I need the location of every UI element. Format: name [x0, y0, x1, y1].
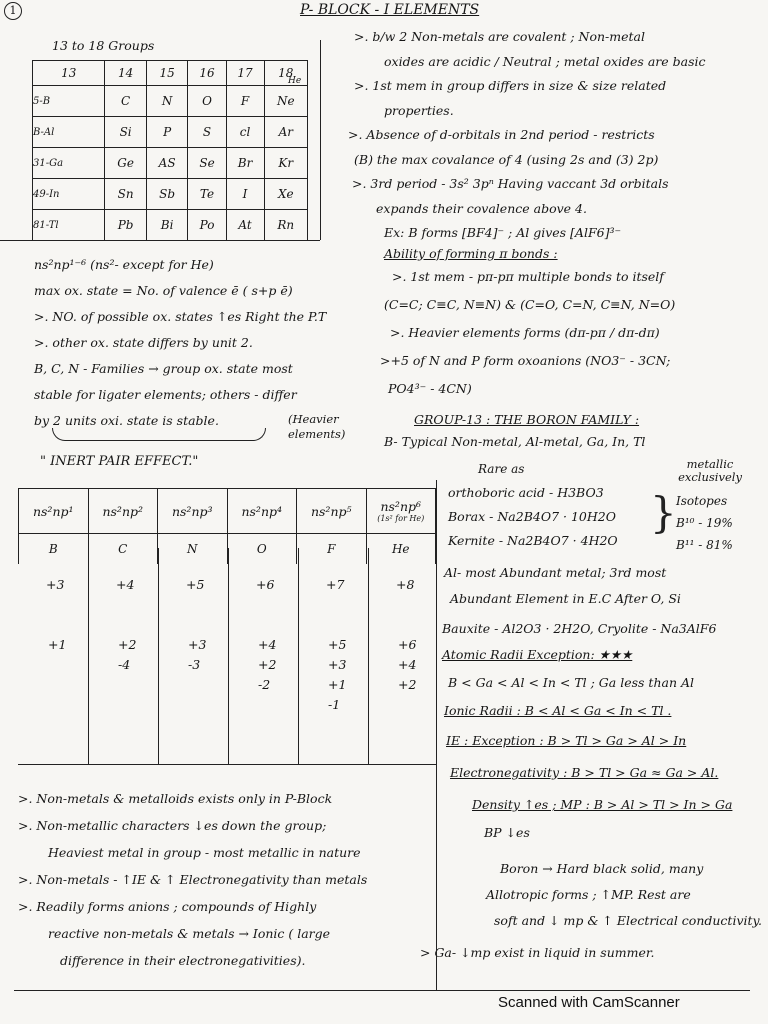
right-column-border: [436, 764, 437, 990]
note-line: properties.: [384, 102, 454, 118]
note-line: Isotopes: [676, 494, 728, 508]
group13-title: GROUP-13 : THE BORON FAMILY :: [414, 412, 640, 427]
group-ox-state: +3: [46, 577, 65, 592]
group-ox-state: +5: [186, 577, 205, 592]
other-ox-state: +4: [398, 657, 417, 672]
group-cell: S: [188, 117, 226, 148]
note-line: Borax - Na2B4O7 · 10H2O: [448, 509, 616, 524]
other-ox-state: +2: [258, 657, 277, 672]
note-line: by 2 units oxi. state is stable.: [34, 413, 219, 428]
note-line: >. Heavier elements forms (dπ-pπ / dπ-dπ): [390, 325, 660, 340]
group13-line: Bauxite - Al2O3 · 2H2O, Cryolite - Na3AlF6: [442, 621, 717, 636]
group-header-cell: 14: [105, 61, 146, 86]
note-line: >. Non-metals & metalloids exists only in P-Block: [18, 791, 333, 806]
note-line: B, C, N - Families → group ox. state most: [34, 361, 293, 376]
other-ox-state: +3: [188, 637, 207, 652]
group13-line: soft and ↓ mp & ↑ Electrical conductivity.: [494, 913, 762, 928]
other-ox-state: -4: [118, 657, 131, 672]
group-cell: Sb: [146, 179, 188, 210]
note-line: (B) the max covalance of 4 (using 2s and (3) 2p): [354, 151, 659, 167]
config-header-cell: ns²np⁵: [297, 489, 367, 534]
group-cell: Kr: [264, 148, 307, 179]
note-line: Kernite - Na2B4O7 · 4H2O: [448, 533, 618, 548]
other-ox-state: +3: [328, 657, 347, 672]
group13-line: Allotropic forms ; ↑MP. Rest are: [486, 887, 691, 902]
group-header-cell: 16: [188, 61, 226, 86]
note-line: Heaviest metal in group - most metallic in nature: [48, 845, 361, 860]
config-header-cell: ns²np²: [88, 489, 158, 534]
pi-bonds-title: Ability of forming π bonds :: [384, 246, 558, 261]
group-cell: Ge: [105, 148, 146, 179]
group-cell: Xe: [264, 179, 307, 210]
groups-caption: 13 to 18 Groups: [52, 38, 155, 53]
note-line: >. 1st mem - pπ-pπ multiple bonds to itself: [392, 269, 664, 284]
config-element-cell: O: [227, 534, 297, 565]
config-element-cell: B: [19, 534, 89, 565]
other-ox-state: +2: [398, 677, 417, 692]
group13-line: B < Ga < Al < In < Tl ; Ga less than Al: [448, 675, 694, 690]
config-col-divider-5: [368, 548, 369, 764]
note-line: B¹¹ - 81%: [676, 538, 733, 552]
group-cell: N: [146, 86, 188, 117]
note-line: Ex: B forms [BF4]⁻ ; Al gives [AlF6]³⁻: [384, 225, 622, 240]
group13-line: Abundant Element in E.C After O, Si: [450, 591, 681, 606]
group-cell: 5-B: [33, 86, 105, 117]
note-line: ns²np¹⁻⁶ (ns²- except for He): [34, 257, 214, 272]
group13-line: > Ga- ↓mp exist in liquid in summer.: [420, 945, 655, 960]
group13-line: BP ↓es: [484, 825, 530, 840]
he-note: He: [288, 76, 302, 86]
other-ox-state: +2: [118, 637, 137, 652]
note-line: B¹⁰ - 19%: [676, 516, 733, 530]
group-cell: AS: [146, 148, 188, 179]
group-cell: Rn: [264, 210, 307, 241]
group-cell: Ne: [264, 86, 307, 117]
page-number: 1: [4, 2, 22, 20]
group-header-cell: 18: [264, 61, 307, 86]
note-line: difference in their electronegativities).: [60, 953, 306, 968]
config-header-cell: [366, 489, 436, 534]
page-bottom-border: [14, 990, 750, 991]
note-line: oxides are acidic / Neutral ; metal oxides are basic: [384, 53, 706, 69]
config-header-cell: ns²np¹: [19, 489, 89, 534]
other-ox-state: -2: [258, 677, 271, 692]
isotope-brace: }: [650, 488, 677, 537]
group-cell: F: [226, 86, 264, 117]
note-line: >. Non-metallic characters ↓es down the group;: [18, 818, 327, 833]
note-line: >. 1st mem in group differs in size & size related: [354, 78, 667, 93]
group13-line: Atomic Radii Exception: ★★★: [442, 647, 633, 662]
inert-pair-brace: [52, 428, 266, 441]
group-ox-state: +4: [116, 577, 135, 592]
left-box-right-border: [320, 40, 321, 240]
group13-line: Density ↑es ; MP : B > Al > Tl > In > Ga: [472, 797, 733, 812]
note-line: >+5 of N and P form oxoanions (NO3⁻ - 3CN;: [380, 353, 671, 368]
config-element-cell: F: [297, 534, 367, 565]
group-header-cell: 17: [226, 61, 264, 86]
note-line: expands their covalence above 4.: [376, 200, 587, 216]
group-cell: Se: [188, 148, 226, 179]
other-ox-state: +1: [48, 637, 67, 652]
config-bottom-border: [18, 764, 436, 765]
group-cell: cl: [226, 117, 264, 148]
note-line: reactive non-metals & metals → Ionic ( large: [48, 926, 331, 941]
group-cell: 49-In: [33, 179, 105, 210]
group13-line: Al- most Abundant metal; 3rd most: [444, 565, 667, 580]
group13-line: Boron → Hard black solid, many: [500, 861, 704, 876]
config-col-divider-2: [158, 548, 159, 764]
note-line: >. other ox. state differs by unit 2.: [34, 335, 253, 350]
other-ox-state: +5: [328, 637, 347, 652]
inert-pair-effect: " INERT PAIR EFFECT.": [40, 454, 199, 469]
config-col-divider-4: [298, 548, 299, 764]
other-ox-state: +1: [328, 677, 347, 692]
rare-as: Rare as: [478, 462, 525, 476]
note-line: (C=C; C≡C, N≡N) & (C=O, C=N, C≡N, N=O): [384, 297, 676, 312]
config-header-cell: ns²np⁴: [227, 489, 297, 534]
group13-line: Ionic Radii : B < Al < Ga < In < Tl .: [444, 703, 672, 718]
group-cell: At: [226, 210, 264, 241]
group-cell: Bi: [146, 210, 188, 241]
scanner-footer: Scanned with CamScanner: [498, 994, 680, 1011]
group-cell: Ar: [264, 117, 307, 148]
group-cell: 81-Tl: [33, 210, 105, 241]
group-cell: Sn: [105, 179, 146, 210]
page-title: P- BLOCK - I ELEMENTS: [300, 2, 480, 18]
config-element-cell: N: [158, 534, 228, 565]
note-line: >. Absence of d-orbitals in 2nd period - restricts: [348, 127, 655, 142]
config-header-main: ns²np⁶: [380, 499, 422, 514]
note-line: >. b/w 2 Non-metals are covalent ; Non-metal: [354, 29, 646, 44]
group-header-cell: 13: [33, 61, 105, 86]
group-cell: Si: [105, 117, 146, 148]
group-cell: B-Al: [33, 117, 105, 148]
group-cell: 31-Ga: [33, 148, 105, 179]
metallic-exclusively: metallic exclusively: [678, 457, 742, 484]
group13-line1: B- Typical Non-metal, Al-metal, Ga, In, Tl: [384, 434, 646, 449]
config-header-cell: ns²np³: [158, 489, 228, 534]
note-line: >. Readily forms anions ; compounds of Highly: [18, 899, 317, 914]
he-config-note: (1s² for He): [377, 514, 425, 523]
note-line: max ox. state = No. of valence ē ( s+p ē): [34, 283, 293, 298]
group-ox-state: +7: [326, 577, 345, 592]
config-element-cell: He: [366, 534, 436, 565]
config-col-divider-1: [88, 548, 89, 764]
group-cell: Br: [226, 148, 264, 179]
groups-table: [32, 60, 308, 241]
group-ox-state: +8: [396, 577, 415, 592]
group-cell: Pb: [105, 210, 146, 241]
config-col-divider-3: [228, 548, 229, 764]
group13-line: IE : Exception : B > Tl > Ga > Al > In: [446, 733, 687, 748]
group-ox-state: +6: [256, 577, 275, 592]
group13-line: Electronegativity : B > Tl > Ga ≈ Ga > Al.: [450, 765, 719, 780]
note-line: >. 3rd period - 3s² 3pⁿ Having vaccant 3d orbitals: [352, 176, 669, 191]
other-ox-state: +4: [258, 637, 277, 652]
group-cell: I: [226, 179, 264, 210]
note-line: PO4³⁻ - 4CN): [388, 381, 472, 396]
other-ox-state: +6: [398, 637, 417, 652]
other-ox-state: -3: [188, 657, 201, 672]
group-cell: O: [188, 86, 226, 117]
group-cell: C: [105, 86, 146, 117]
config-right-border: [436, 480, 437, 764]
group-cell: Te: [188, 179, 226, 210]
note-line: stable for ligater elements; others - differ: [34, 387, 297, 402]
note-line: >. NO. of possible ox. states ↑es Right the P.T: [34, 309, 327, 324]
note-line: orthoboric acid - H3BO3: [448, 485, 604, 500]
group-header-cell: 15: [146, 61, 188, 86]
other-ox-state: -1: [328, 697, 341, 712]
heavier-note: (Heavier elements): [288, 412, 346, 441]
group-cell: Po: [188, 210, 226, 241]
group-cell: P: [146, 117, 188, 148]
note-line: >. Non-metals - ↑IE & ↑ Electronegativity than metals: [18, 872, 368, 887]
config-table: [18, 488, 436, 564]
config-element-cell: C: [88, 534, 158, 565]
